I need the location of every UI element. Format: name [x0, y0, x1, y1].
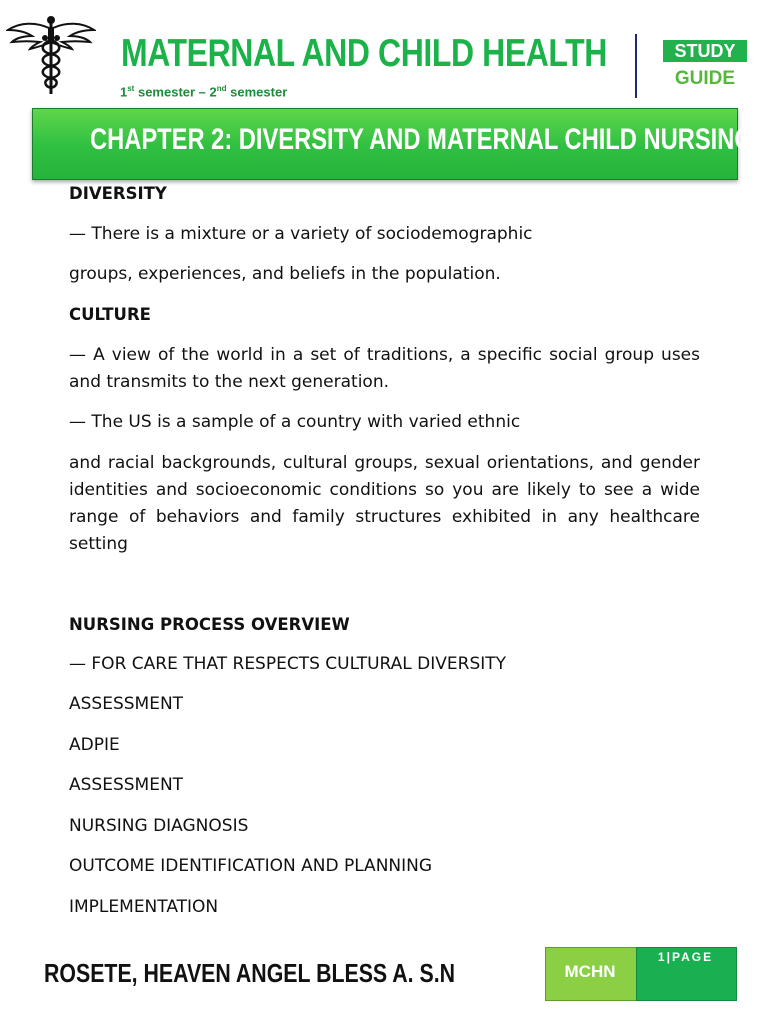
culture-heading: CULTURE — [69, 305, 151, 324]
culture-paragraph-3: and racial backgrounds, cultural groups, sexual orientations, and gender identities and socioeconomic conditions so you are likely to see a wide range of behaviors and family structures exhibited in any healthcare setting — [69, 453, 700, 554]
diversity-line-2: groups, experiences, and beliefs in the population. — [69, 264, 501, 284]
culture-paragraph-1: — A view of the world in a set of traditions, a specific social group uses and transmits to the next generation. — [69, 345, 700, 392]
nursing-item: ADPIE — [69, 735, 120, 755]
nursing-item: ASSESSMENT — [69, 694, 184, 714]
chapter-title: CHAPTER 2: DIVERSITY AND MATERNAL CHILD NURSING — [90, 123, 753, 156]
nursing-item: OUTCOME IDENTIFICATION AND PLANNING — [69, 856, 433, 876]
course-code: MCHN — [564, 962, 616, 981]
diversity-line-1: — There is a mixture or a variety of sociodemographic — [69, 224, 533, 244]
author-name: ROSETE, HEAVEN ANGEL BLESS A. S.N — [44, 958, 456, 988]
nursing-heading: NURSING PROCESS OVERVIEW — [69, 615, 350, 634]
study-badge: STUDY — [663, 40, 747, 62]
guide-label: GUIDE — [674, 68, 736, 89]
page-number: 1|PAGE — [657, 950, 714, 964]
caduceus-logo-icon — [6, 14, 96, 96]
nursing-item: — FOR CARE THAT RESPECTS CULTURAL DIVERSITY — [69, 654, 507, 674]
semester-label: 1st semester – 2nd semester — [120, 84, 288, 100]
diversity-heading: DIVERSITY — [69, 184, 167, 203]
culture-paragraph-2: — The US is a sample of a country with varied ethnic — [69, 412, 521, 432]
nursing-item: IMPLEMENTATION — [69, 897, 219, 917]
document-title: MATERNAL AND CHILD HEALTH — [121, 32, 607, 75]
header-divider — [635, 34, 637, 98]
nursing-item: NURSING DIAGNOSIS — [69, 816, 249, 836]
nursing-item: ASSESSMENT — [69, 775, 184, 795]
